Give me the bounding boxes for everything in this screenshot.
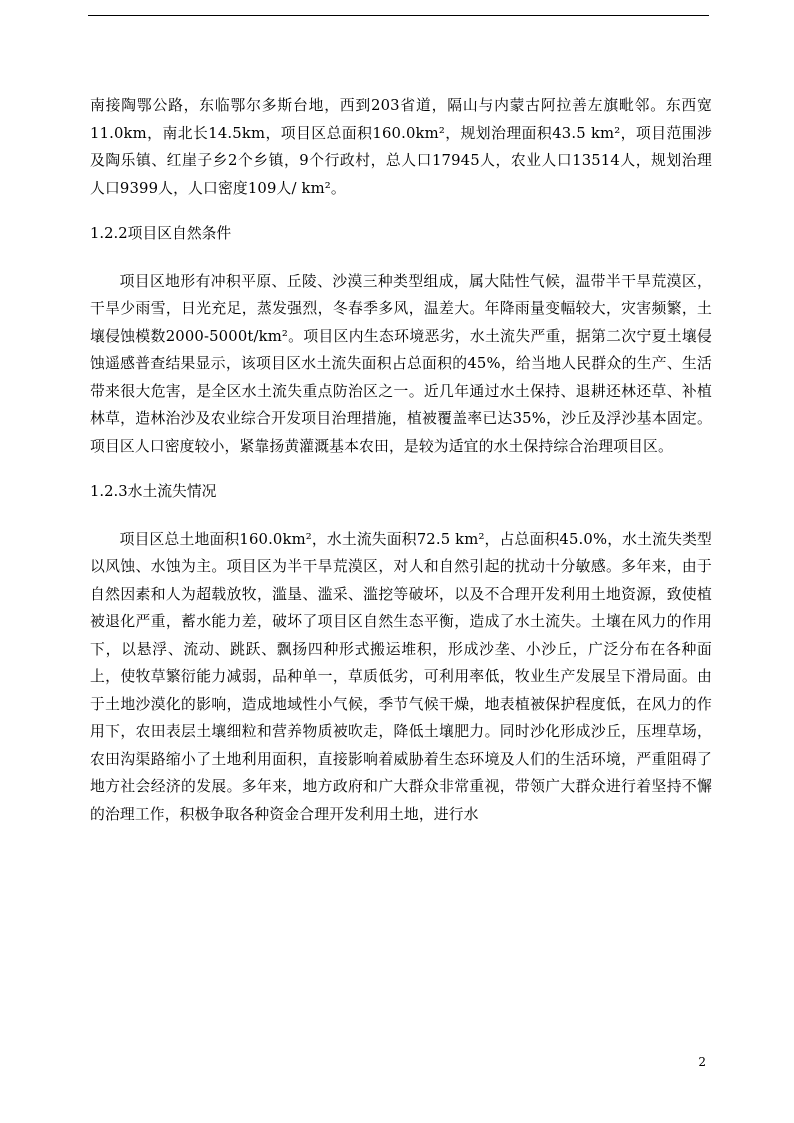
header-rule bbox=[88, 15, 709, 16]
section-heading-soil-erosion: 1.2.3水土流失情况 bbox=[90, 483, 217, 500]
paragraph-soil-erosion: 项目区总土地面积160.0km²，水土流失面积72.5 km²，占总面积45.0%，水土流失类型以风蚀、水蚀为主。项目区为半干旱荒漠区，对人和自然引起的扰动十分敏感。多年来，由于自然因素和人为超载放牧，滥垦、滥采、滥挖等破坏，以及不合理开发利用土地资源，致使植被退化严重，蓄水能力差，破坏了项目区自然生态平衡，造成了水土流失。土壤在风力的作用下，以悬浮、流动、跳跃、飘扬四种形式搬运堆积，形成沙垄、小沙丘，广泛分布在各种面上，使牧草繁衍能力减弱，品种单一，草质低劣，可利用率低，牧业生产发展呈下滑局面。由于土地沙漠化的影响，造成地域性小气候，季节气候干燥，地表植被保护程度低，在风力的作用下，农田表层土壤细粒和营养物质被吹走，降低土壤肥力。同时沙化形成沙丘，压埋草场，农田沟渠路缩小了土地利用面积，直接影响着威胁着生态环境及人们的生活环境，严重阻碍了地方社会经济的发展。多年来，地方政府和广大群众非常重视，带领广大群众进行着坚持不懈的治理工作，积极争取各种资金合理开发利用土地，进行水 bbox=[90, 530, 712, 823]
paragraph-location: 南接陶鄂公路，东临鄂尔多斯台地，西到203省道，隔山与内蒙古阿拉善左旗毗邻。东西宽11.0km，南北长14.5km，项目区总面积160.0km²，规划治理面积43.5 km²，项目范围涉及陶乐镇、红崖子乡2个乡镇，9个行政村，总人口17945人，农业人口13514人，规划治理人口9399人，人口密度109人/ km²。 bbox=[90, 97, 712, 197]
page-number: 2 bbox=[698, 1055, 706, 1069]
document-body bbox=[90, 92, 712, 828]
section-heading-natural-conditions: 1.2.2项目区自然条件 bbox=[90, 225, 232, 242]
paragraph-natural-conditions: 项目区地形有冲积平原、丘陵、沙漠三种类型组成，属大陆性气候，温带半干旱荒漠区，干旱少雨雪，日光充足，蒸发强烈，冬春季多风，温差大。年降雨量变幅较大，灾害频繁，土壤侵蚀模数2000-5000t/km²。项目区内生态环境恶劣，水土流失严重，据第二次宁夏土壤侵蚀遥感普查结果显示，该项目区水土流失面积占总面积的45%，给当地人民群众的生产、生活带来很大危害，是全区水土流失重点防治区之一。近几年通过水土保持、退耕还林还草、补植林草，造林治沙及农业综合开发项目治理措施，植被覆盖率已达35%，沙丘及浮沙基本固定。项目区人口密度较小，紧靠扬黄灌溉基本农田，是较为适宜的水土保持综合治理项目区。 bbox=[90, 272, 712, 455]
